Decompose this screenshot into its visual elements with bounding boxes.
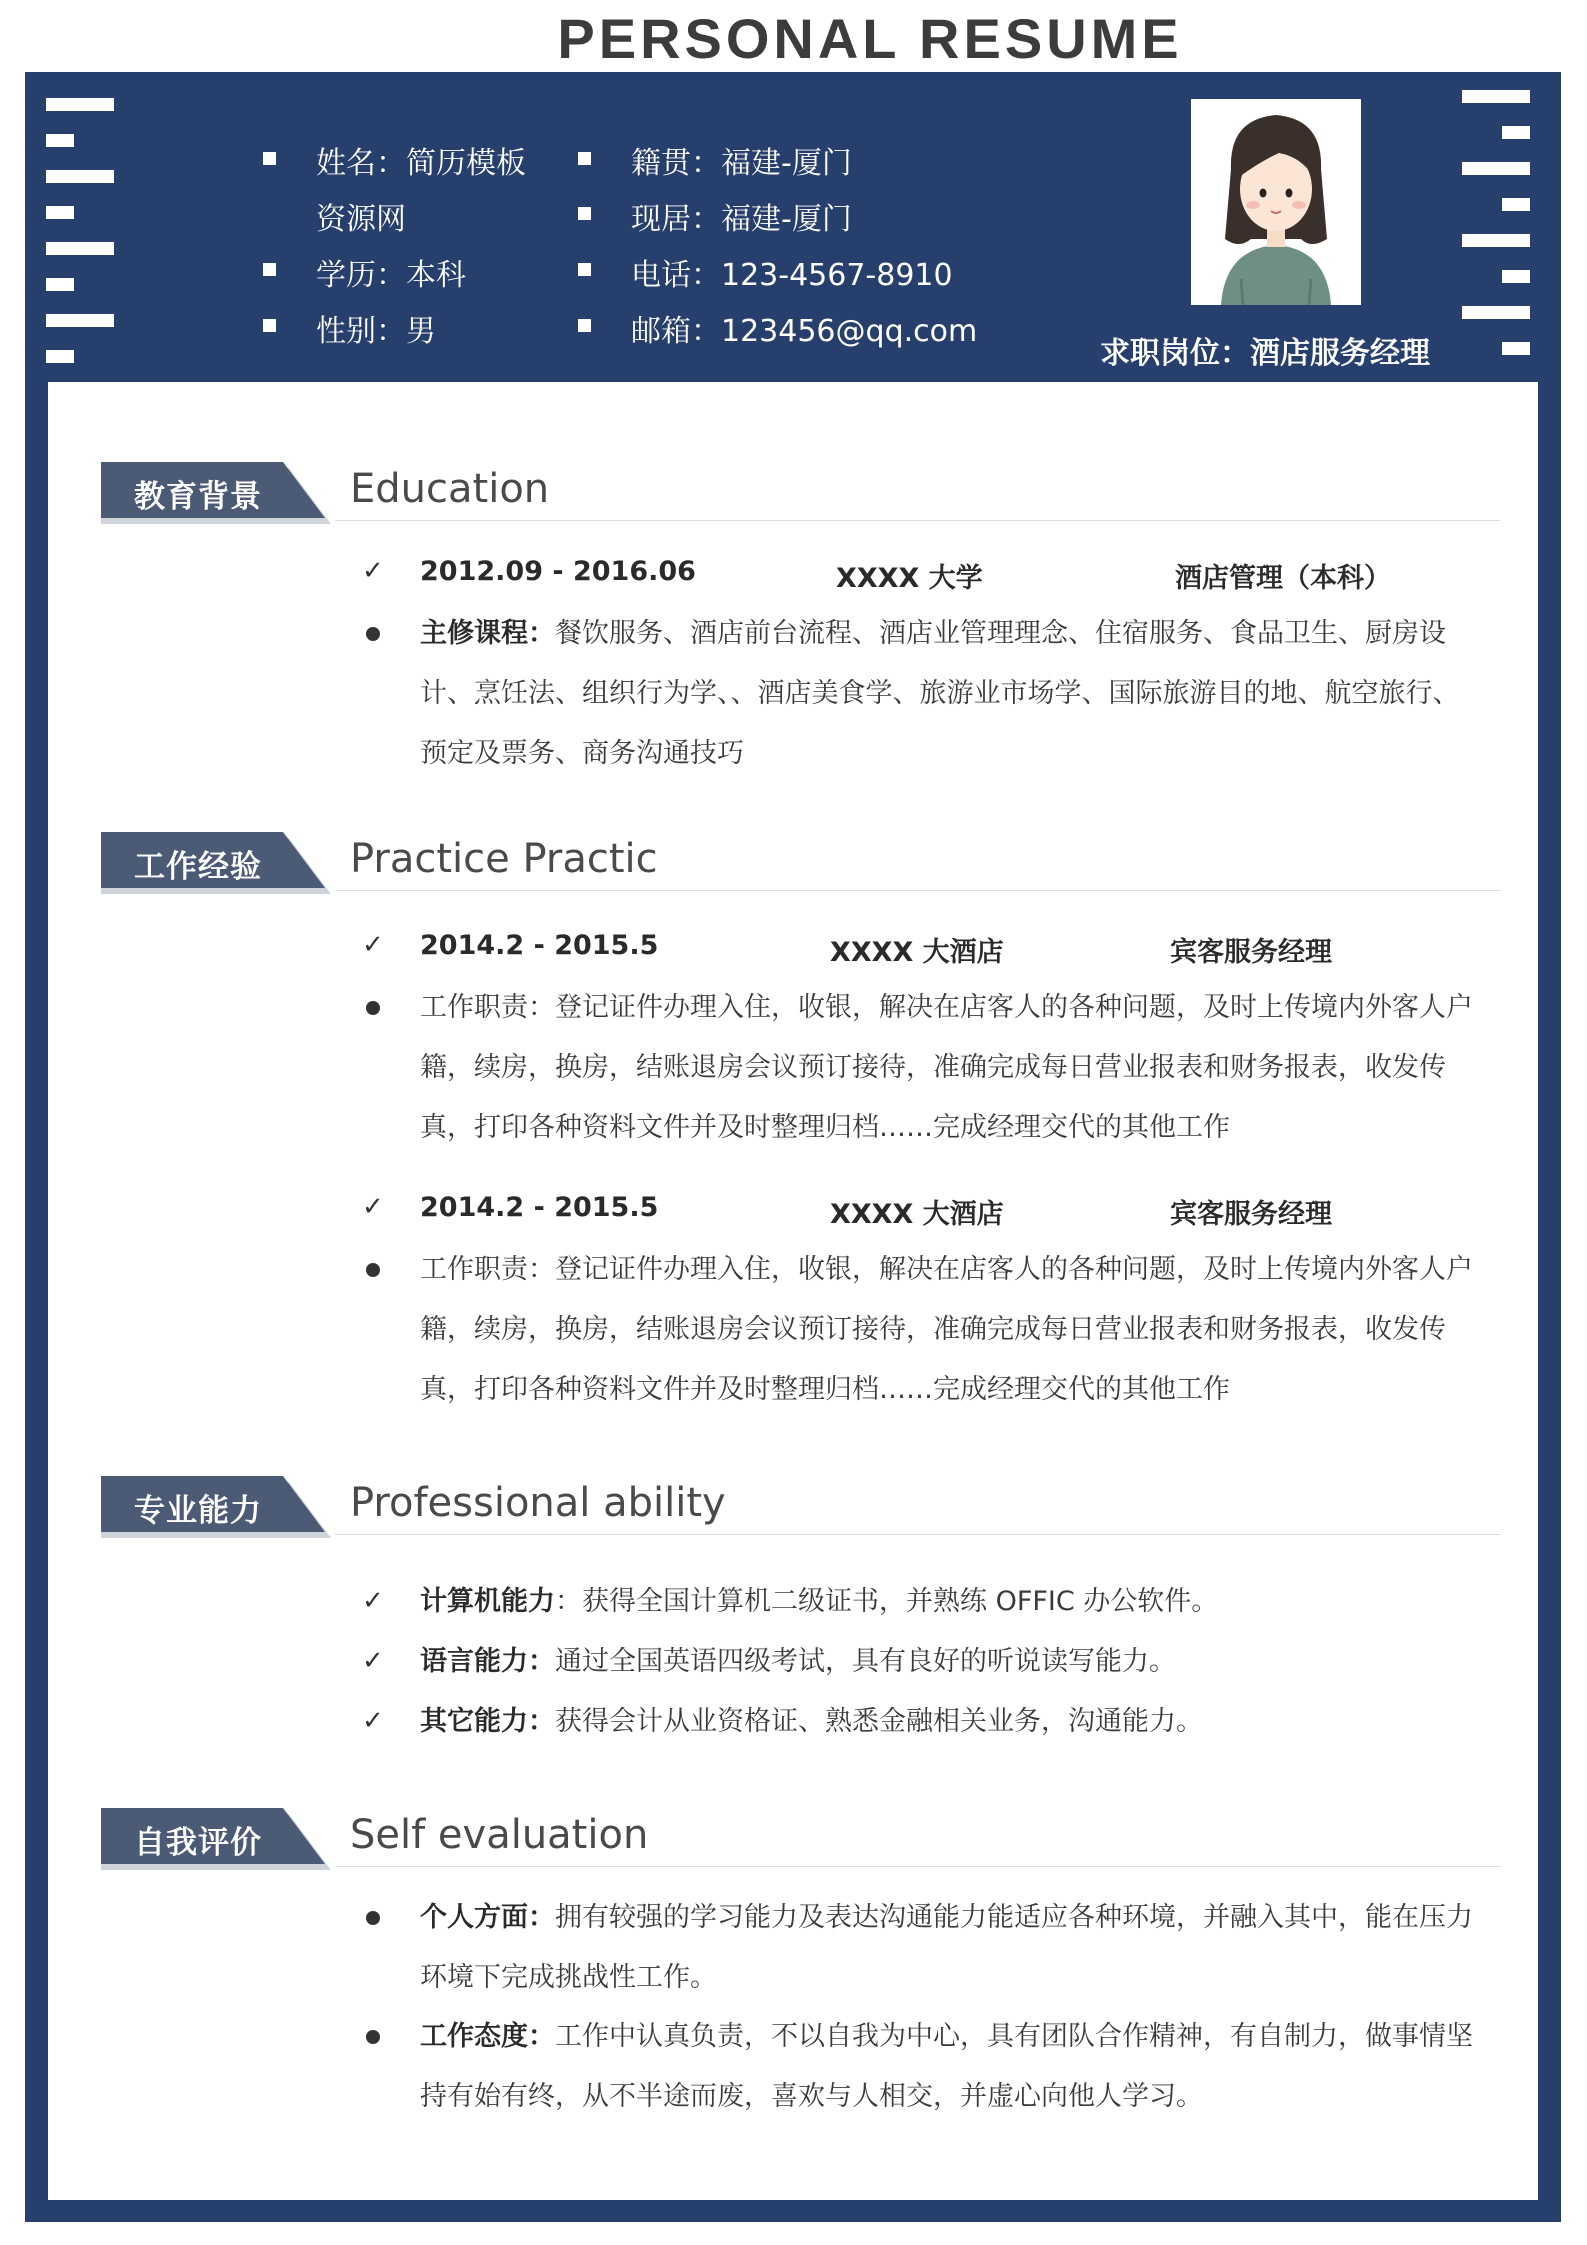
stripe: [1462, 162, 1530, 175]
edu-school: XXXX 大学: [836, 563, 983, 594]
bullet-icon: [366, 1263, 380, 1277]
stripe: [1502, 198, 1530, 211]
check-icon: ✓: [362, 1646, 384, 1676]
section-title-en: Education: [350, 466, 550, 512]
work-duty: 工作职责：登记证件办理入住，收银，解决在店客人的各种问题，及时上传境内外客人户籍，续房，换房，结账退房会议预订接待，准确完成每日营业报表和财务报表，收发传真，打印各种资料文件并及时整理归档……完成经理交代的其他工作: [420, 1254, 1473, 1405]
stripe: [46, 206, 74, 219]
work-position: 宾客服务经理: [1170, 1199, 1332, 1230]
stripe: [1462, 90, 1530, 103]
square-bullet-icon: [263, 263, 276, 276]
square-bullet-icon: [578, 319, 591, 332]
info-name-cont: 资源网: [316, 202, 406, 237]
info-email: 邮箱：123456@qq.com: [631, 314, 978, 349]
work-period: 2014.2 - 2015.5: [420, 1192, 659, 1223]
square-bullet-icon: [263, 319, 276, 332]
skill-computer: 计算机能力：获得全国计算机二级证书，并熟练 OFFIC 办公软件。: [420, 1586, 1219, 1617]
bullet-icon: [366, 1911, 380, 1925]
edu-period: 2012.09 - 2016.06: [420, 556, 696, 587]
info-education: 学历：本科: [316, 258, 466, 293]
stripe: [46, 350, 74, 363]
skill-other: 其它能力：获得会计从业资格证、熟悉金融相关业务，沟通能力。: [420, 1706, 1203, 1737]
info-gender: 性别：男: [316, 314, 436, 349]
self-personal: 个人方面：拥有较强的学习能力及表达沟通能力能适应各种环境，并融入其中，能在压力环境下完成挑战性工作。: [420, 1902, 1473, 1993]
avatar: [1191, 99, 1361, 305]
section-title-en: Professional ability: [350, 1480, 726, 1526]
stripe: [46, 134, 74, 147]
stripe: [1462, 306, 1530, 319]
stripe: [1502, 270, 1530, 283]
section-title-cn: 教育背景: [134, 479, 262, 515]
stripe: [46, 278, 74, 291]
section-title-cn: 自我评价: [134, 1825, 262, 1861]
section-title-en: Practice Practic: [350, 836, 658, 882]
edu-major: 酒店管理（本科）: [1175, 563, 1391, 594]
check-icon: ✓: [362, 1586, 384, 1616]
section-tab-education: [101, 462, 325, 518]
section-divider: [335, 890, 1500, 891]
bullet-icon: [366, 1001, 380, 1015]
section-tab-work: [101, 832, 325, 888]
work-position: 宾客服务经理: [1170, 937, 1332, 968]
work-duty: 工作职责：登记证件办理入住，收银，解决在店客人的各种问题，及时上传境内外客人户籍，续房，换房，结账退房会议预订接待，准确完成每日营业报表和财务报表，收发传真，打印各种资料文件并及时整理归档……完成经理交代的其他工作: [420, 992, 1473, 1143]
edu-courses: 主修课程：餐饮服务、酒店前台流程、酒店业管理理念、住宿服务、食品卫生、厨房设计、烹饪法、组织行为学、、酒店美食学、旅游业市场学、国际旅游目的地、航空旅行、预定及票务、商务沟通技巧: [420, 618, 1460, 769]
self-attitude: 工作态度：工作中认真负责，不以自我为中心，具有团队合作精神，有自制力，做事情坚持有始有终，从不半途而废，喜欢与人相交，并虚心向他人学习。: [420, 2021, 1473, 2112]
stripe: [46, 242, 114, 255]
section-title-cn: 专业能力: [134, 1493, 262, 1529]
work-period: 2014.2 - 2015.5: [420, 930, 659, 961]
bullet-icon: [366, 2030, 380, 2044]
square-bullet-icon: [578, 207, 591, 220]
square-bullet-icon: [263, 152, 276, 165]
avatar-illustration: [1191, 99, 1361, 305]
check-icon: ✓: [362, 1192, 384, 1222]
info-hometown: 籍贯：福建-厦门: [631, 146, 852, 181]
square-bullet-icon: [578, 152, 591, 165]
check-icon: ✓: [362, 1706, 384, 1736]
decor-stripes-right: [1462, 90, 1530, 378]
section-divider: [335, 1866, 1500, 1867]
decor-stripes-left: [46, 98, 114, 386]
square-bullet-icon: [578, 263, 591, 276]
info-phone: 电话：123-4567-8910: [631, 258, 953, 293]
work-company: XXXX 大酒店: [830, 1199, 1004, 1230]
check-icon: ✓: [362, 556, 384, 586]
section-title-cn: 工作经验: [134, 849, 262, 885]
stripe: [46, 314, 114, 327]
section-divider: [335, 1534, 1500, 1535]
stripe: [46, 98, 114, 111]
section-tab-self: [101, 1808, 325, 1864]
bullet-icon: [366, 627, 380, 641]
job-target: 求职岗位：酒店服务经理: [1100, 336, 1430, 371]
info-residence: 现居：福建-厦门: [631, 202, 852, 237]
work-company: XXXX 大酒店: [830, 937, 1004, 968]
check-icon: ✓: [362, 930, 384, 960]
stripe: [1462, 234, 1530, 247]
section-divider: [335, 520, 1500, 521]
stripe: [1502, 342, 1530, 355]
skill-language: 语言能力：通过全国英语四级考试，具有良好的听说读写能力。: [420, 1646, 1176, 1677]
info-name: 姓名：简历模板: [316, 146, 526, 181]
section-title-en: Self evaluation: [350, 1812, 649, 1858]
page-title: PERSONAL RESUME: [557, 7, 1183, 70]
stripe: [46, 170, 114, 183]
stripe: [1502, 126, 1530, 139]
section-tab-skills: [101, 1476, 325, 1532]
